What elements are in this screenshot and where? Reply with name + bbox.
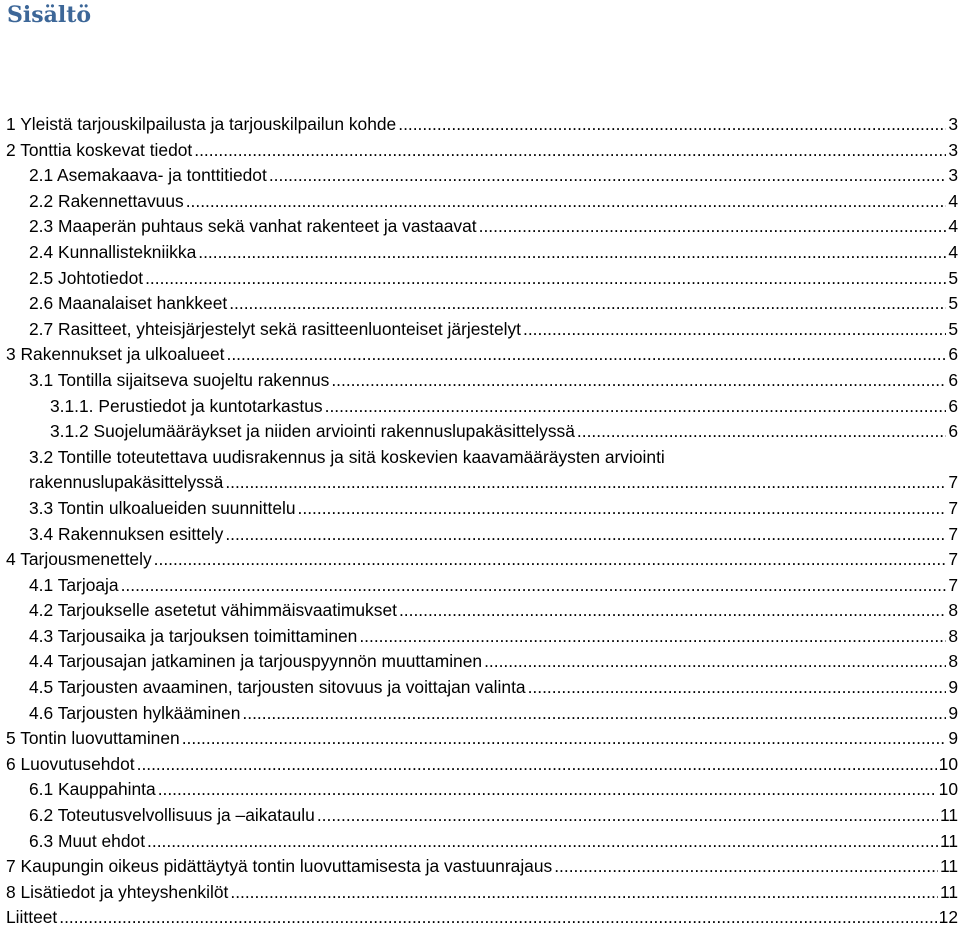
toc-page-number: 8 [948, 625, 958, 646]
toc-page-number: 10 [938, 753, 958, 774]
dot-leader [225, 522, 946, 548]
toc-entry[interactable] [0, 701, 960, 727]
toc-entry-text: 2 Tonttia koskevat tiedot [6, 139, 193, 160]
dot-leader [317, 803, 938, 829]
toc-entry[interactable] [0, 266, 960, 292]
toc-page-number: 3 [948, 165, 958, 186]
toc-page-number: 5 [948, 267, 958, 288]
toc-page-number: 9 [948, 728, 958, 749]
toc-page-number: 7 [948, 549, 958, 570]
toc-entry[interactable] [0, 317, 960, 343]
toc-page-number: 4 [948, 216, 958, 237]
toc-entry-text: 2.6 Maanalaiset hankkeet [29, 293, 228, 314]
toc-page-number: 10 [938, 779, 958, 800]
toc-page-number: 9 [948, 702, 958, 723]
toc-entry[interactable] [0, 163, 960, 189]
dot-leader [242, 701, 946, 727]
toc-entry-text: 4.1 Tarjoaja [29, 574, 119, 595]
dot-leader [227, 342, 947, 368]
dot-leader [186, 189, 947, 215]
toc-entry-text: 2.5 Johtotiedot [29, 267, 144, 288]
dot-leader [269, 163, 947, 189]
toc-page-number: 9 [948, 677, 958, 698]
toc-entry[interactable] [0, 777, 960, 803]
toc-entry[interactable] [0, 522, 960, 548]
toc-entry[interactable] [0, 112, 960, 138]
toc-page-number: 6 [948, 344, 958, 365]
toc-entry[interactable] [0, 368, 960, 394]
toc-page-number: 3 [948, 139, 958, 160]
dot-leader [147, 829, 938, 855]
toc-entry[interactable] [0, 394, 960, 420]
dot-leader [59, 905, 936, 931]
toc-entry-text-continued: rakennuslupakäsittelyssä [29, 472, 224, 493]
dot-leader [398, 112, 946, 138]
toc-entry-text: 2.4 Kunnallistekniikka [29, 241, 197, 262]
toc-entry-text: 3.4 Rakennuksen esittely [29, 523, 224, 544]
toc-entry-text: 3.1.1. Perustiedot ja kuntotarkastus [50, 395, 323, 416]
dot-leader [121, 573, 947, 599]
toc-entry-text: 4.4 Tarjousajan jatkaminen ja tarjouspyynnön muuttaminen [29, 651, 483, 672]
toc-entry-text: 6.2 Toteutusvelvollisuus ja –aikataulu [29, 805, 315, 826]
dot-leader [484, 649, 946, 675]
toc-page-number: 6 [948, 421, 958, 442]
toc-entry[interactable] [0, 675, 960, 701]
table-of-contents [0, 112, 960, 931]
dot-leader [325, 394, 947, 420]
toc-entry[interactable] [0, 419, 960, 445]
toc-entry-text: 4.6 Tarjousten hylkääminen [29, 702, 241, 723]
toc-page-number: 8 [948, 600, 958, 621]
toc-entry-text: 2.3 Maaperän puhtaus sekä vanhat rakenteet ja vastaavat [29, 216, 477, 237]
toc-entry[interactable] [0, 547, 960, 573]
toc-entry-text: 3.2 Tontille toteutettava uudisrakennus ja sitä koskevien kaavamääräysten arviointi [29, 446, 665, 467]
toc-page-number: 11 [939, 830, 958, 851]
dot-leader [298, 496, 947, 522]
dot-leader [479, 214, 947, 240]
toc-entry[interactable] [0, 905, 960, 931]
toc-entry-text: 3.1 Tontilla sijaitseva suojeltu rakennus [29, 369, 330, 390]
toc-entry[interactable] [0, 342, 960, 368]
dot-leader [523, 317, 946, 343]
dot-leader [528, 675, 947, 701]
toc-page-number: 7 [948, 574, 958, 595]
dot-leader [577, 419, 946, 445]
toc-entry-text: 4 Tarjousmenettely [6, 549, 152, 570]
dot-leader [194, 138, 946, 164]
dot-leader [145, 266, 946, 292]
toc-entry[interactable] [0, 291, 960, 317]
toc-page-number: 12 [938, 907, 958, 928]
toc-entry[interactable] [0, 649, 960, 675]
toc-page-number: 11 [939, 856, 958, 877]
dot-leader [359, 624, 946, 650]
dot-leader [399, 598, 946, 624]
toc-page-number: 4 [948, 190, 958, 211]
toc-entry[interactable] [0, 189, 960, 215]
toc-entry-text: 4.5 Tarjousten avaaminen, tarjousten sitovuus ja voittajan valinta [29, 677, 526, 698]
toc-entry-text: Liitteet [6, 907, 58, 928]
toc-entry-text: 1 Yleistä tarjouskilpailusta ja tarjouskilpailun kohde [6, 114, 397, 134]
toc-entry-text: 7 Kaupungin oikeus pidättäytyä tontin luovuttamisesta ja vastuunrajaus [6, 856, 553, 877]
toc-entry[interactable] [0, 214, 960, 240]
dot-leader [331, 368, 946, 394]
toc-entry-text: 6.1 Kauppahinta [29, 779, 156, 800]
toc-entry[interactable] [0, 138, 960, 164]
toc-entry[interactable] [0, 624, 960, 650]
toc-page-number: 8 [948, 651, 958, 672]
dot-leader [198, 240, 946, 266]
toc-entry-text: 2.2 Rakennettavuus [29, 190, 184, 211]
toc-entry[interactable] [0, 752, 960, 778]
dot-leader [137, 752, 937, 778]
toc-page-number: 7 [948, 497, 958, 518]
toc-page-number: 11 [939, 805, 958, 826]
toc-entry-text: 2.7 Rasitteet, yhteisjärjestelyt sekä rasitteenluonteiset järjestelyt [29, 318, 522, 339]
toc-entry[interactable] [0, 445, 960, 496]
toc-entry-text: 4.3 Tarjousaika ja tarjouksen toimittaminen [29, 625, 358, 646]
toc-entry[interactable] [0, 880, 960, 906]
toc-page-number: 3 [948, 114, 958, 134]
toc-page-number: 7 [948, 472, 958, 493]
toc-heading: Sisältö [7, 2, 92, 28]
dot-leader [229, 291, 946, 317]
dot-leader [182, 726, 947, 752]
toc-entry[interactable] [0, 854, 960, 880]
toc-entry[interactable] [0, 598, 960, 624]
toc-page-number: 6 [948, 369, 958, 390]
toc-entry[interactable] [0, 240, 960, 266]
toc-entry-text: 4.2 Tarjoukselle asetetut vähimmäisvaatimukset [29, 600, 397, 621]
toc-entry-text: 5 Tontin luovuttaminen [6, 728, 180, 749]
toc-page-number: 7 [948, 523, 958, 544]
toc-entry[interactable] [0, 829, 960, 855]
dot-leader [554, 854, 938, 880]
toc-entry[interactable] [0, 803, 960, 829]
toc-page-number: 6 [948, 395, 958, 416]
toc-entry-text: 3.3 Tontin ulkoalueiden suunnittelu [29, 497, 296, 518]
dot-leader [225, 470, 946, 496]
toc-entry-text: 6.3 Muut ehdot [29, 830, 146, 851]
toc-entry-text: 3.1.2 Suojelumääräykset ja niiden arviointi rakennuslupakäsittelyssä [50, 421, 575, 442]
toc-entry[interactable] [0, 573, 960, 599]
toc-entry-text: 8 Lisätiedot ja yhteyshenkilöt [6, 881, 229, 902]
toc-page-number: 4 [948, 241, 958, 262]
dot-leader [158, 777, 937, 803]
dot-leader [154, 547, 947, 573]
toc-entry-text: 6 Luovutusehdot [6, 753, 135, 774]
dot-leader [230, 880, 938, 906]
toc-entry[interactable] [0, 496, 960, 522]
toc-entry-text: 2.1 Asemakaava- ja tonttitiedot [29, 165, 267, 186]
toc-entry[interactable] [0, 726, 960, 752]
toc-page-number: 5 [948, 293, 958, 314]
toc-entry-text: 3 Rakennukset ja ulkoalueet [6, 344, 225, 365]
toc-page-number: 11 [939, 881, 958, 902]
toc-page-number: 5 [948, 318, 958, 339]
